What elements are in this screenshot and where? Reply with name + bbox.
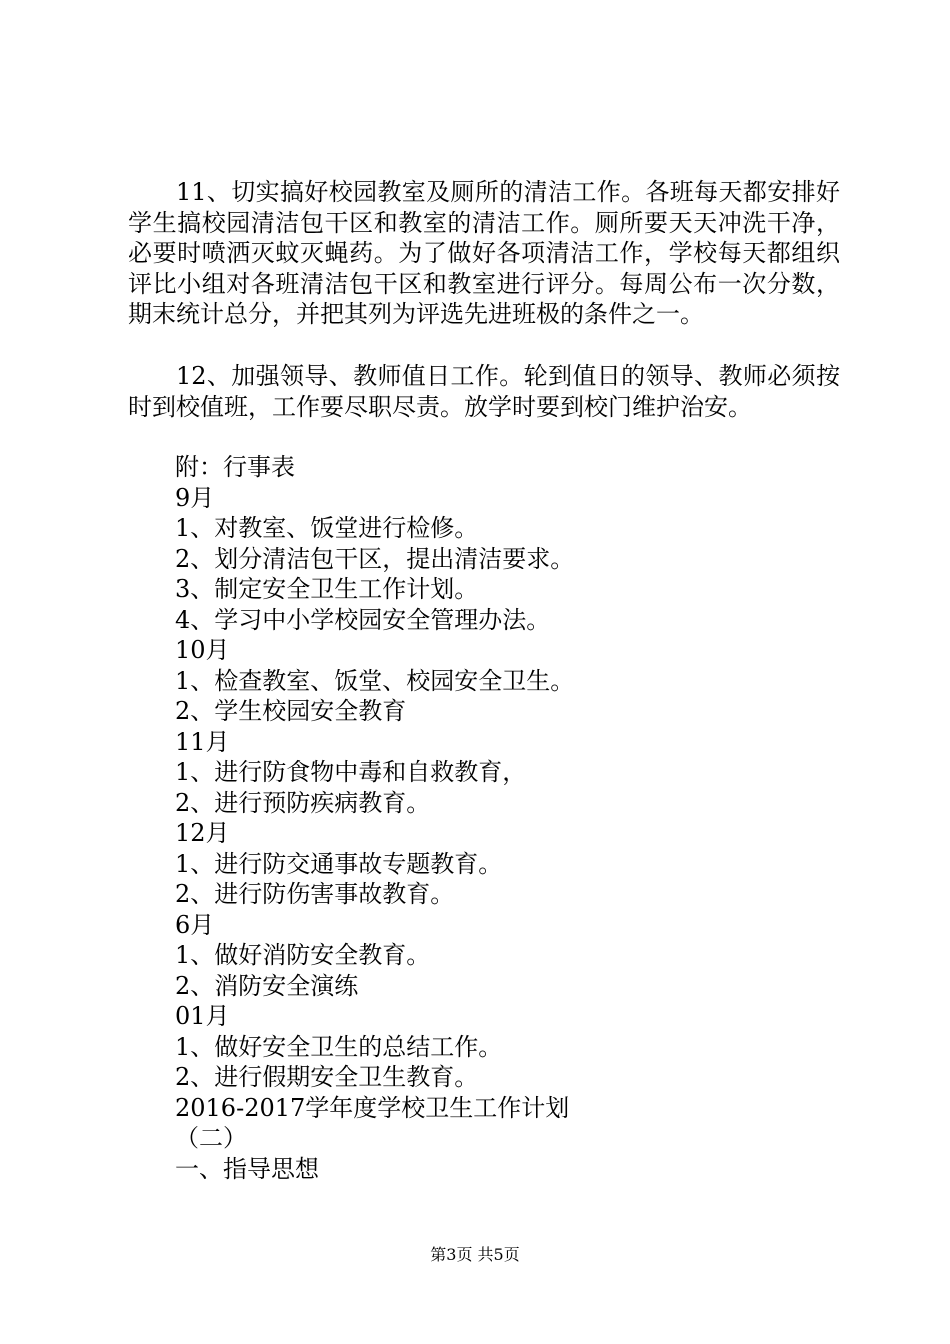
schedule-item: 1、进行防交通事故专题教育。 (175, 849, 503, 878)
page-footer: 第3页 共5页 (430, 1245, 520, 1264)
month-heading: 11月 (175, 727, 230, 756)
schedule-item: 1、做好消防安全教育。 (175, 941, 431, 969)
schedule-item: 1、做好安全卫生的总结工作。 (175, 1032, 503, 1061)
month-heading: 6月 (175, 910, 215, 939)
document-subtitle: （二） (175, 1124, 247, 1152)
paragraph-item-12: 12、加强领导、教师值日工作。轮到值日的领导、教师必须按时到校值班，工作要尽职尽责。放学时要到校门维护治安。 (128, 362, 840, 421)
schedule-item: 4、学习中小学校园安全管理办法。 (175, 605, 551, 634)
month-heading: 01月 (175, 1002, 230, 1030)
schedule-item: 2、消防安全演练 (175, 971, 359, 1000)
schedule-item: 1、检查教室、饭堂、校园安全卫生。 (175, 666, 575, 695)
schedule-item: 2、进行假期安全卫生教育。 (175, 1063, 479, 1091)
month-heading: 9月 (175, 483, 215, 512)
schedule-list (175, 452, 574, 1184)
schedule-item: 1、进行防食物中毒和自救教育， (175, 758, 527, 786)
schedule-item: 1、对教室、饭堂进行检修。 (175, 514, 479, 542)
schedule-item: 2、进行预防疾病教育。 (175, 788, 431, 817)
section-heading: 一、指导思想 (175, 1154, 319, 1183)
month-heading: 12月 (175, 819, 230, 847)
schedule-item: 2、学生校园安全教育 (175, 697, 407, 725)
paragraph-item-11: 11、切实搞好校园教室及厕所的清洁工作。各班每天都安排好学生搞校园清洁包干区和教室的清洁工作。厕所要天天冲洗干净，必要时喷洒灭蚊灭蝇药。为了做好各项清洁工作，学校每天都组织评比小组对各班清洁包干区和教室进行评分。每周公布一次分数，期末统计总分，并把其列为评选先进班极的条件之一。 (128, 178, 840, 328)
document-title: 2016-2017学年度学校卫生工作计划 (175, 1093, 570, 1122)
schedule-item: 2、划分清洁包干区，提出清洁要求。 (175, 544, 575, 573)
schedule-item: 3、制定安全卫生工作计划。 (175, 575, 479, 603)
month-heading: 10月 (175, 636, 230, 664)
schedule-heading: 附：行事表 (175, 453, 295, 481)
schedule-item: 2、进行防伤害事故教育。 (175, 880, 455, 908)
